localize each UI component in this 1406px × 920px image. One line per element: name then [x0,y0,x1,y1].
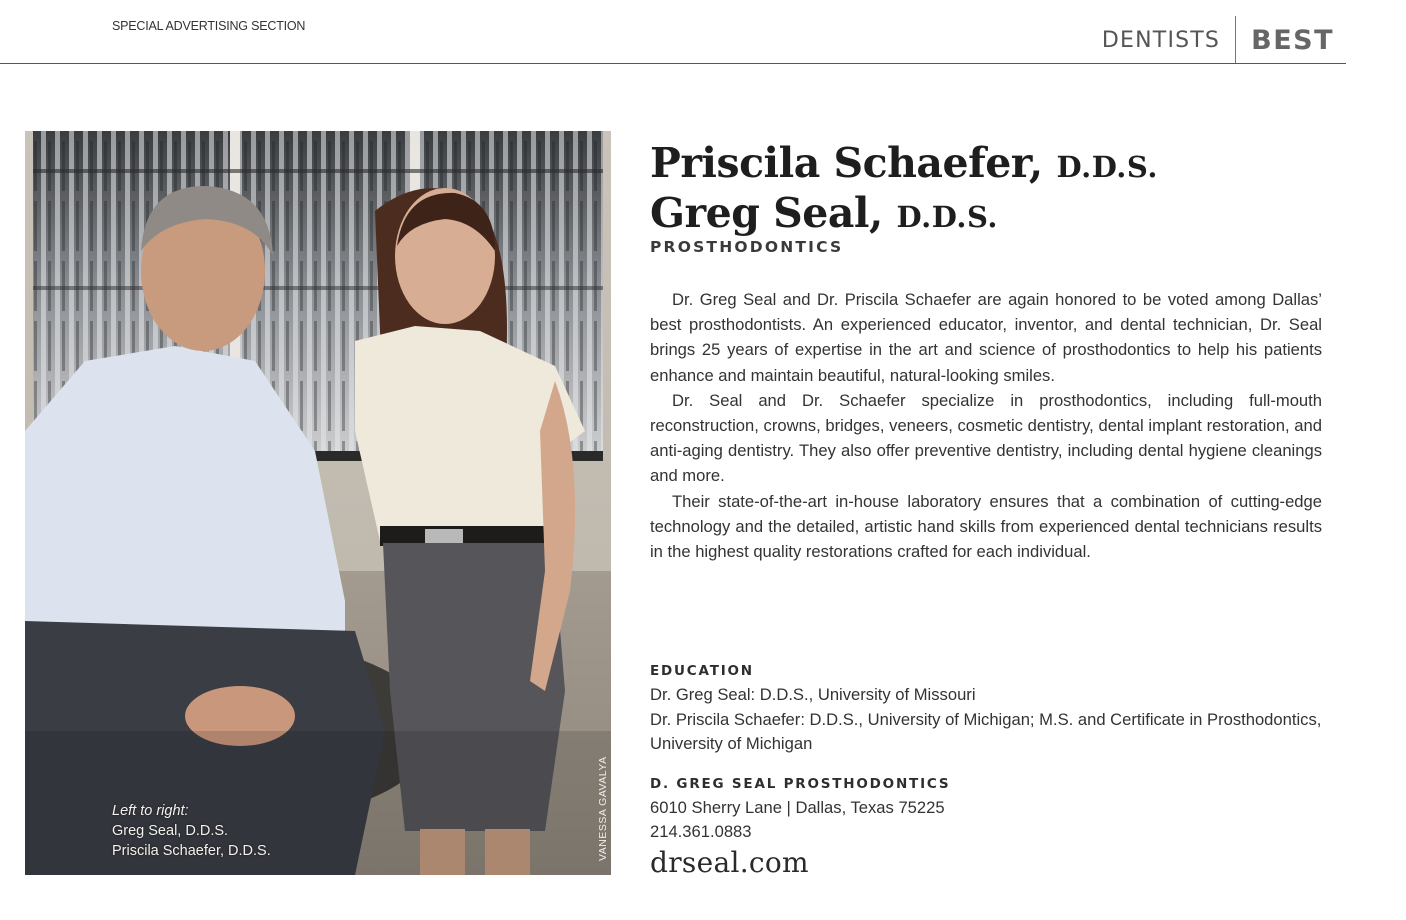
education-entry: Dr. Greg Seal: D.D.S., University of Missouri [650,685,976,704]
doctor-degree: D.D.S. [1056,150,1158,184]
photo-credit: VANESSA GAVALYA [597,756,609,861]
caption-line: Priscila Schaefer, D.D.S. [112,843,271,859]
section-label: SPECIAL ADVERTISING SECTION [112,19,306,33]
photo-illustration [25,131,611,875]
caption-line: Greg Seal, D.D.S. [112,823,229,839]
doctor-name-line [650,140,1158,190]
photo-caption [112,801,271,861]
category-header [1102,16,1334,64]
doctor-name: Priscila Schaefer, [650,139,1043,187]
caption-lead: Left to right: [112,803,189,819]
education-heading: EDUCATION [650,663,754,679]
practice-name: D. GREG SEAL PROSTHODONTICS [650,776,951,792]
education-list [650,683,1340,757]
doctor-degree: D.D.S. [896,200,998,234]
practice-address: 6010 Sherry Lane | Dallas, Texas 75225 [650,798,945,817]
bio-paragraph: Their state-of-the-art in-house laboratory ensures that a combination of cutting-edge technology and the detailed, artistic hand skills from experienced dental technicians results in the highest quality restorations crafted for each individual. [650,491,1322,562]
bio-paragraph: Dr. Greg Seal and Dr. Priscila Schaefer are again honored to be voted among Dallas’ best prosthodontists. An experienced educator, inventor, and dental technician, Dr. Seal brings 25 years of expertise in the art and science of prosthodontics to help his patients enhance and maintain beautiful, natural-looking smiles. [650,290,1322,385]
category-label: DENTISTS [1101,27,1221,53]
practice-phone[interactable]: 214.361.0883 [650,822,752,841]
doctor-name: Greg Seal, [650,189,883,237]
education-entry: Dr. Priscila Schaefer: D.D.S., University of Michigan; M.S. and Certificate in Prosthodontics, University of Michigan [650,709,1322,753]
best-badge: BEST [1251,24,1334,56]
website-link[interactable]: drseal.com [650,846,809,879]
bio-text [650,287,1322,564]
bio-paragraph: Dr. Seal and Dr. Schaefer specialize in prosthodontics, including full-mouth reconstruction, crowns, bridges, veneers, cosmetic dentistry, dental implant restoration, and anti-aging dentistry. They also offer preventive dentistry, including dental hygiene cleanings and more. [650,390,1322,486]
doctors-photo [25,131,611,875]
specialty-label: PROSTHODONTICS [650,238,844,256]
header-rule [0,63,1346,64]
doctor-names [650,140,1158,240]
doctor-name-line [650,190,1158,240]
